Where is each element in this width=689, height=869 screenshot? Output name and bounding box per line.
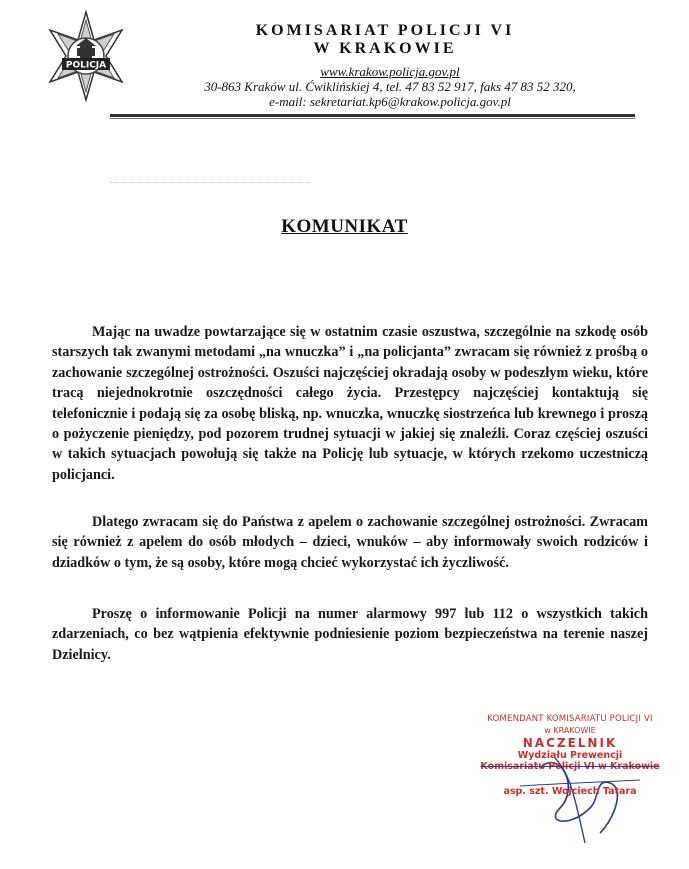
stamp-line-6: asp. szt. Wojciech Tatara [503,786,637,797]
org-line-1: KOMISARIAT POLICJI VI [255,22,515,39]
document-title: KOMUNIKAT [281,216,408,237]
organization-name [190,22,580,58]
stamp-line-3: NACZELNIK [522,736,618,750]
header-divider [110,114,635,117]
police-star-logo [40,10,132,102]
stamp-line-4: Wydziału Prewencji [517,750,623,761]
stamp-line-1: KOMENDANT KOMISARIATU POLICJI VI [487,714,653,724]
org-line-2: W KRAKOWIE [313,40,457,57]
paragraph-1: Mając na uwadze powtarzające się w ostatnim czasie oszustwa, szczególnie na szkodę osób starszych tak zwanymi metodami „na wnuczka” i „na policjanta” zwracam się również z prośbą o zachowanie szczególnej ostrożności. Oszuści najczęściej okradają osoby w podeszłym wieku, które tracą niejednokrotnie oszczędności całego życia. Przestępcy najczęściej kontaktują się telefonicznie i podają się za osobę bliską, np. wnuczka, wnuczkę siostrzeńca lub krewnego i proszą o pożyczenie pieniędzy, pod pozorem trudnej sytuacji w jakiej się znaleźli. Coraz częściej oszuści w takich sytuacjach powołują się także na Policję lub sytuacje, w których rzekomo uczestniczą policjanci. [52,324,648,483]
email-line: e-mail: sekretariat.kp6@krakow.policja.gov.pl [269,94,511,109]
contact-info [160,64,620,109]
website-link[interactable]: www.krakow.policja.gov.pl [320,64,460,79]
official-stamp [470,714,670,797]
paragraph-3: Proszę o informowanie Policji na numer alarmowy 997 lub 112 o wszystkich takich zdarzeniach, co bez wątpienia efektywnie podniesienie poziom bezpieczeństwa na terenie naszej Dzielnicy. [52,606,648,663]
header-divider-thin [110,118,635,119]
faint-mark [110,182,310,193]
paragraph-2: Dlatego zwracam się do Państwa z apelem o zachowanie szczególnej ostrożności. Zwracam się również z apelem do osób młodych – dzieci, wnuków – aby informowały swoich rodziców i dziadków o tym, że są osoby, które mogą chcieć wykorzystać ich życzliwość. [52,514,648,571]
logo-text: POLICJA [65,60,107,71]
stamp-line-2: w KRAKOWIE [544,726,596,735]
stamp-line-5: Komisariatu Policji VI w Krakowie [480,761,660,772]
address-line: 30-863 Kraków ul. Ćwiklińskiej 4, tel. 47 83 52 917, faks 47 83 52 320, [204,79,576,94]
